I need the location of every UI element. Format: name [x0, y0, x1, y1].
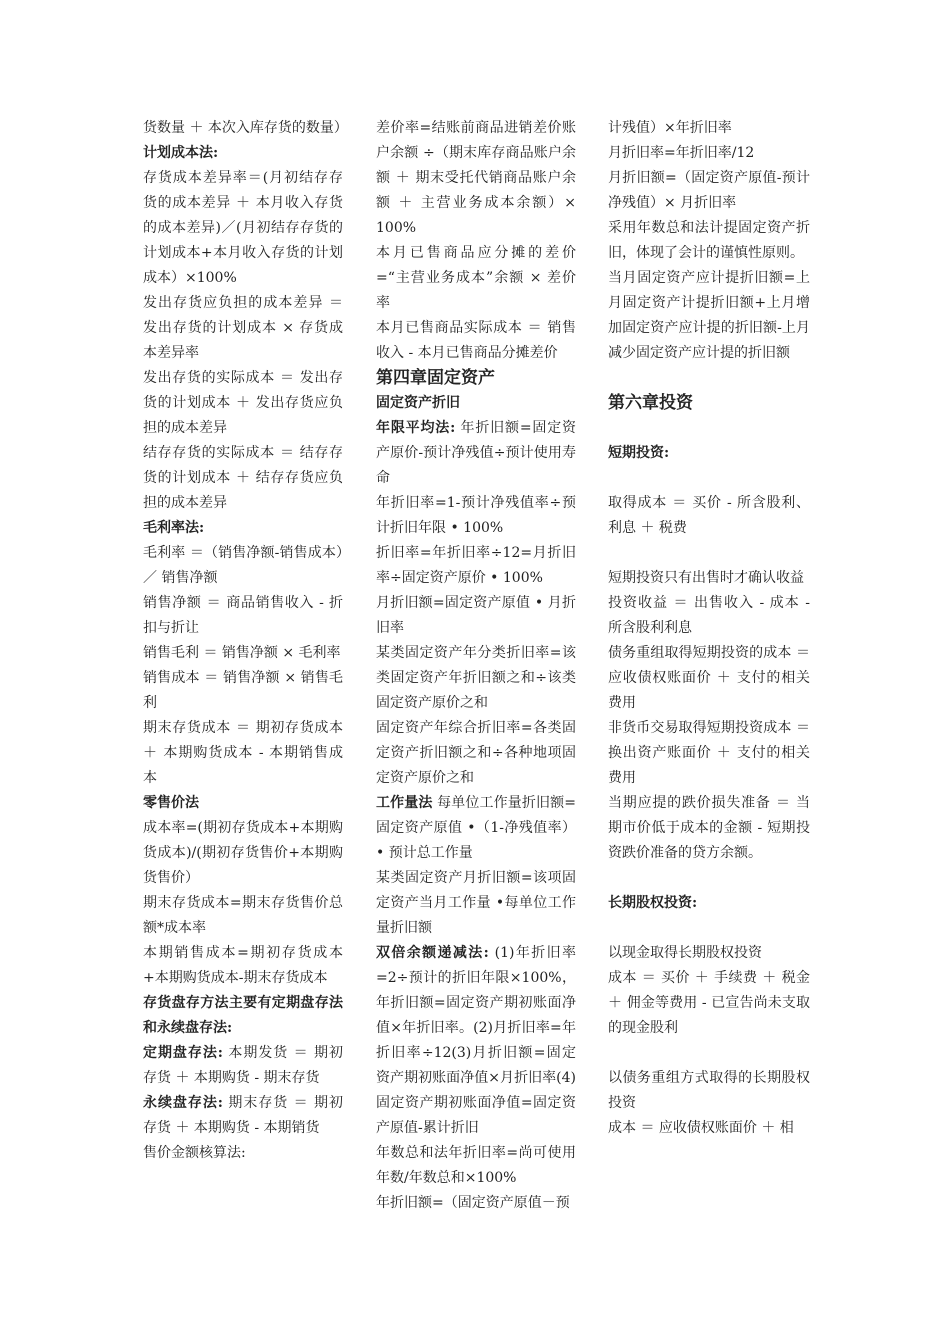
inline-heading: 永续盘存法:: [143, 1095, 223, 1111]
formula-paragraph: [376, 416, 576, 491]
chapter-heading: 第四章固定资产: [376, 368, 495, 388]
section-heading: 零售价法: [143, 795, 199, 811]
paragraph-text: 本期发货 ＝ 期初存货 ＋ 本期购货 - 期末存货: [143, 1045, 344, 1086]
formula-paragraph: [376, 791, 576, 866]
paragraph: 本月已售商品实际成本 ＝ 销售收入 - 本月已售商品分摊差价: [376, 320, 576, 361]
chapter-heading: 第六章投资: [608, 393, 693, 413]
paragraph: 短期投资只有出售时才确认收益: [608, 570, 804, 586]
paragraph: 毛利率 ＝（销售净额-销售成本）／ 销售净额: [143, 545, 343, 586]
inline-heading: 双倍余额递减法:: [376, 945, 489, 961]
paragraph: 月折旧率=年折旧率/12: [608, 145, 755, 161]
column-1: [143, 116, 348, 1166]
paragraph: 销售毛利 ＝ 销售净额 × 毛利率: [143, 645, 341, 661]
column-3: [608, 116, 810, 1141]
paragraph: 取得成本 ＝ 买价 - 所含股利、利息 ＋ 税费: [608, 495, 810, 536]
heading-line: [608, 441, 810, 466]
paragraph: 某类固定资产年分类折旧率=该类固定资产年折旧额之和÷该类固定资产原价之和: [376, 645, 576, 711]
paragraph: 月折旧额=固定资产原值 • 月折旧率: [376, 595, 576, 636]
section-heading: 存货盘存方法主要有定期盘存法和永续盘存法:: [143, 995, 343, 1036]
formula-paragraph: [143, 1091, 343, 1141]
paragraph: 售价金额核算法:: [143, 1145, 246, 1161]
paragraph: 差价率=结账前商品进销差价账户余额 ÷（期末库存商品账户余额 ＋ 期末受托代销商品账户余额 ＋ 主营业务成本余额）× 100%: [376, 120, 576, 236]
paragraph-text: 每单位工作量折旧额=固定资产原值 •（1-净残值率）• 预计总工作量: [376, 795, 577, 861]
spacer: [608, 416, 810, 441]
section-heading: 毛利率法:: [143, 520, 205, 536]
paragraph: 存货成本差异率＝(月初结存存货的成本差异 ＋ 本月收入存货的成本差异)／(月初结存存货的计划成本+本月收入存货的计划成本）×100%: [143, 170, 343, 286]
paragraph: 固定资产年综合折旧率=各类固定资产折旧额之和÷各种地项固定资产原价之和: [376, 720, 576, 786]
paragraph: 成本 ＝ 应收债权账面价 ＋ 相: [608, 1120, 794, 1136]
formula-paragraph: [143, 1041, 343, 1091]
column-2: [376, 116, 576, 1216]
paragraph: 采用年数总和法计提固定资产折旧，体现了会计的谨慎性原则。: [608, 220, 810, 261]
paragraph: 债务重组取得短期投资的成本 ＝ 应收债权账面价 ＋ 支付的相关费用: [608, 645, 810, 711]
heading-line: [143, 516, 343, 541]
heading-line: [608, 891, 810, 916]
paragraph: 销售成本 ＝ 销售净额 × 销售毛利: [143, 670, 343, 711]
paragraph: 折旧率=年折旧率÷12=月折旧率÷固定资产原价 • 100%: [376, 545, 576, 586]
paragraph: 本期销售成本=期初存货成本+本期购货成本-期末存货成本: [143, 945, 343, 986]
paragraph: 发出存货应负担的成本差异 ＝ 发出存货的计划成本 × 存货成本差异率: [143, 295, 343, 361]
paragraph-text: 年折旧额=固定资产原价-预计净残值÷预计使用寿命: [376, 420, 577, 486]
paragraph: 以债务重组方式取得的长期股权投资: [608, 1070, 810, 1111]
inline-heading: 定期盘存法:: [143, 1045, 223, 1061]
paragraph: 以现金取得长期股权投资: [608, 945, 762, 961]
paragraph: 计残值）×年折旧率: [608, 120, 732, 136]
paragraph: 结存存货的实际成本 ＝ 结存存货的计划成本 ＋ 结存存货应负担的成本差异: [143, 445, 343, 511]
paragraph: 货数量 ＋ 本次入库存货的数量）: [143, 120, 348, 136]
heading-line: [143, 991, 343, 1041]
paragraph-text: (1)年折旧率=2÷预计的折旧年限×100%，年折旧额=固定资产期初账面净值×年折旧率。(2)月折旧率=年折旧率÷12(3)月折旧额=固定资产期初账面净值×月折旧率(4)固定资产期初账面净值=固定资产原值-累计折旧: [376, 945, 576, 1136]
spacer: [608, 466, 810, 491]
paragraph: 当月固定资产应计提折旧额=上月固定资产计提折旧额+上月增加固定资产应计提的折旧额-上月减少固定资产应计提的折旧额: [608, 270, 810, 361]
paragraph-text: 期末存货 ＝ 期初存货 ＋ 本期购货 - 本期销货: [143, 1095, 344, 1136]
paragraph: 期末存货成本=期末存货售价总额*成本率: [143, 895, 343, 936]
paragraph: 期末存货成本 ＝ 期初存货成本 ＋ 本期购货成本 - 本期销售成本: [143, 720, 343, 786]
spacer: [608, 541, 810, 566]
paragraph: 月折旧额=（固定资产原值-预计净残值）× 月折旧率: [608, 170, 810, 211]
paragraph: 非货币交易取得短期投资成本 ＝ 换出资产账面价 ＋ 支付的相关费用: [608, 720, 810, 786]
paragraph: 某类固定资产月折旧额=该项固定资产当月工作量 •每单位工作量折旧额: [376, 870, 576, 936]
paragraph: 发出存货的实际成本 ＝ 发出存货的计划成本 ＋ 发出存货应负担的成本差异: [143, 370, 343, 436]
spacer: [608, 1041, 810, 1066]
heading-line: [143, 791, 343, 816]
heading-line: [143, 141, 343, 166]
paragraph: 成本率=(期初存货成本+本期购货成本)/(期初存货售价+本期购货售价）: [143, 820, 343, 886]
section-heading: 长期股权投资:: [608, 895, 698, 911]
paragraph: 年数总和法年折旧率=尚可使用年数/年数总和×100%: [376, 1145, 576, 1186]
paragraph: 成本 ＝ 买价 ＋ 手续费 ＋ 税金 ＋ 佣金等费用 - 已宣告尚未支取的现金股利: [608, 970, 810, 1036]
paragraph: 当期应提的跌价损失准备 ＝ 当期市价低于成本的金额 - 短期投资跌价准备的贷方余额。: [608, 795, 810, 861]
paragraph: 投资收益 ＝ 出售收入 - 成本 - 所含股利利息: [608, 595, 810, 636]
section-heading: 固定资产折旧: [376, 395, 460, 411]
inline-heading: 年限平均法:: [376, 420, 456, 436]
paragraph: 本月已售商品应分摊的差价=“主营业务成本”余额 × 差价率: [376, 245, 576, 311]
heading-line: [376, 391, 576, 416]
formula-paragraph: [376, 941, 576, 1141]
section-heading: 短期投资:: [608, 445, 670, 461]
spacer: [608, 866, 810, 891]
section-heading: 计划成本法:: [143, 145, 219, 161]
inline-heading: 工作量法: [376, 795, 433, 811]
paragraph: 销售净额 ＝ 商品销售收入 - 折扣与折让: [143, 595, 343, 636]
spacer: [608, 366, 810, 391]
paragraph: 年折旧率=1-预计净残值率÷预计折旧年限 • 100%: [376, 495, 576, 536]
paragraph: 年折旧额=（固定资产原值－预: [376, 1195, 570, 1211]
spacer: [608, 916, 810, 941]
